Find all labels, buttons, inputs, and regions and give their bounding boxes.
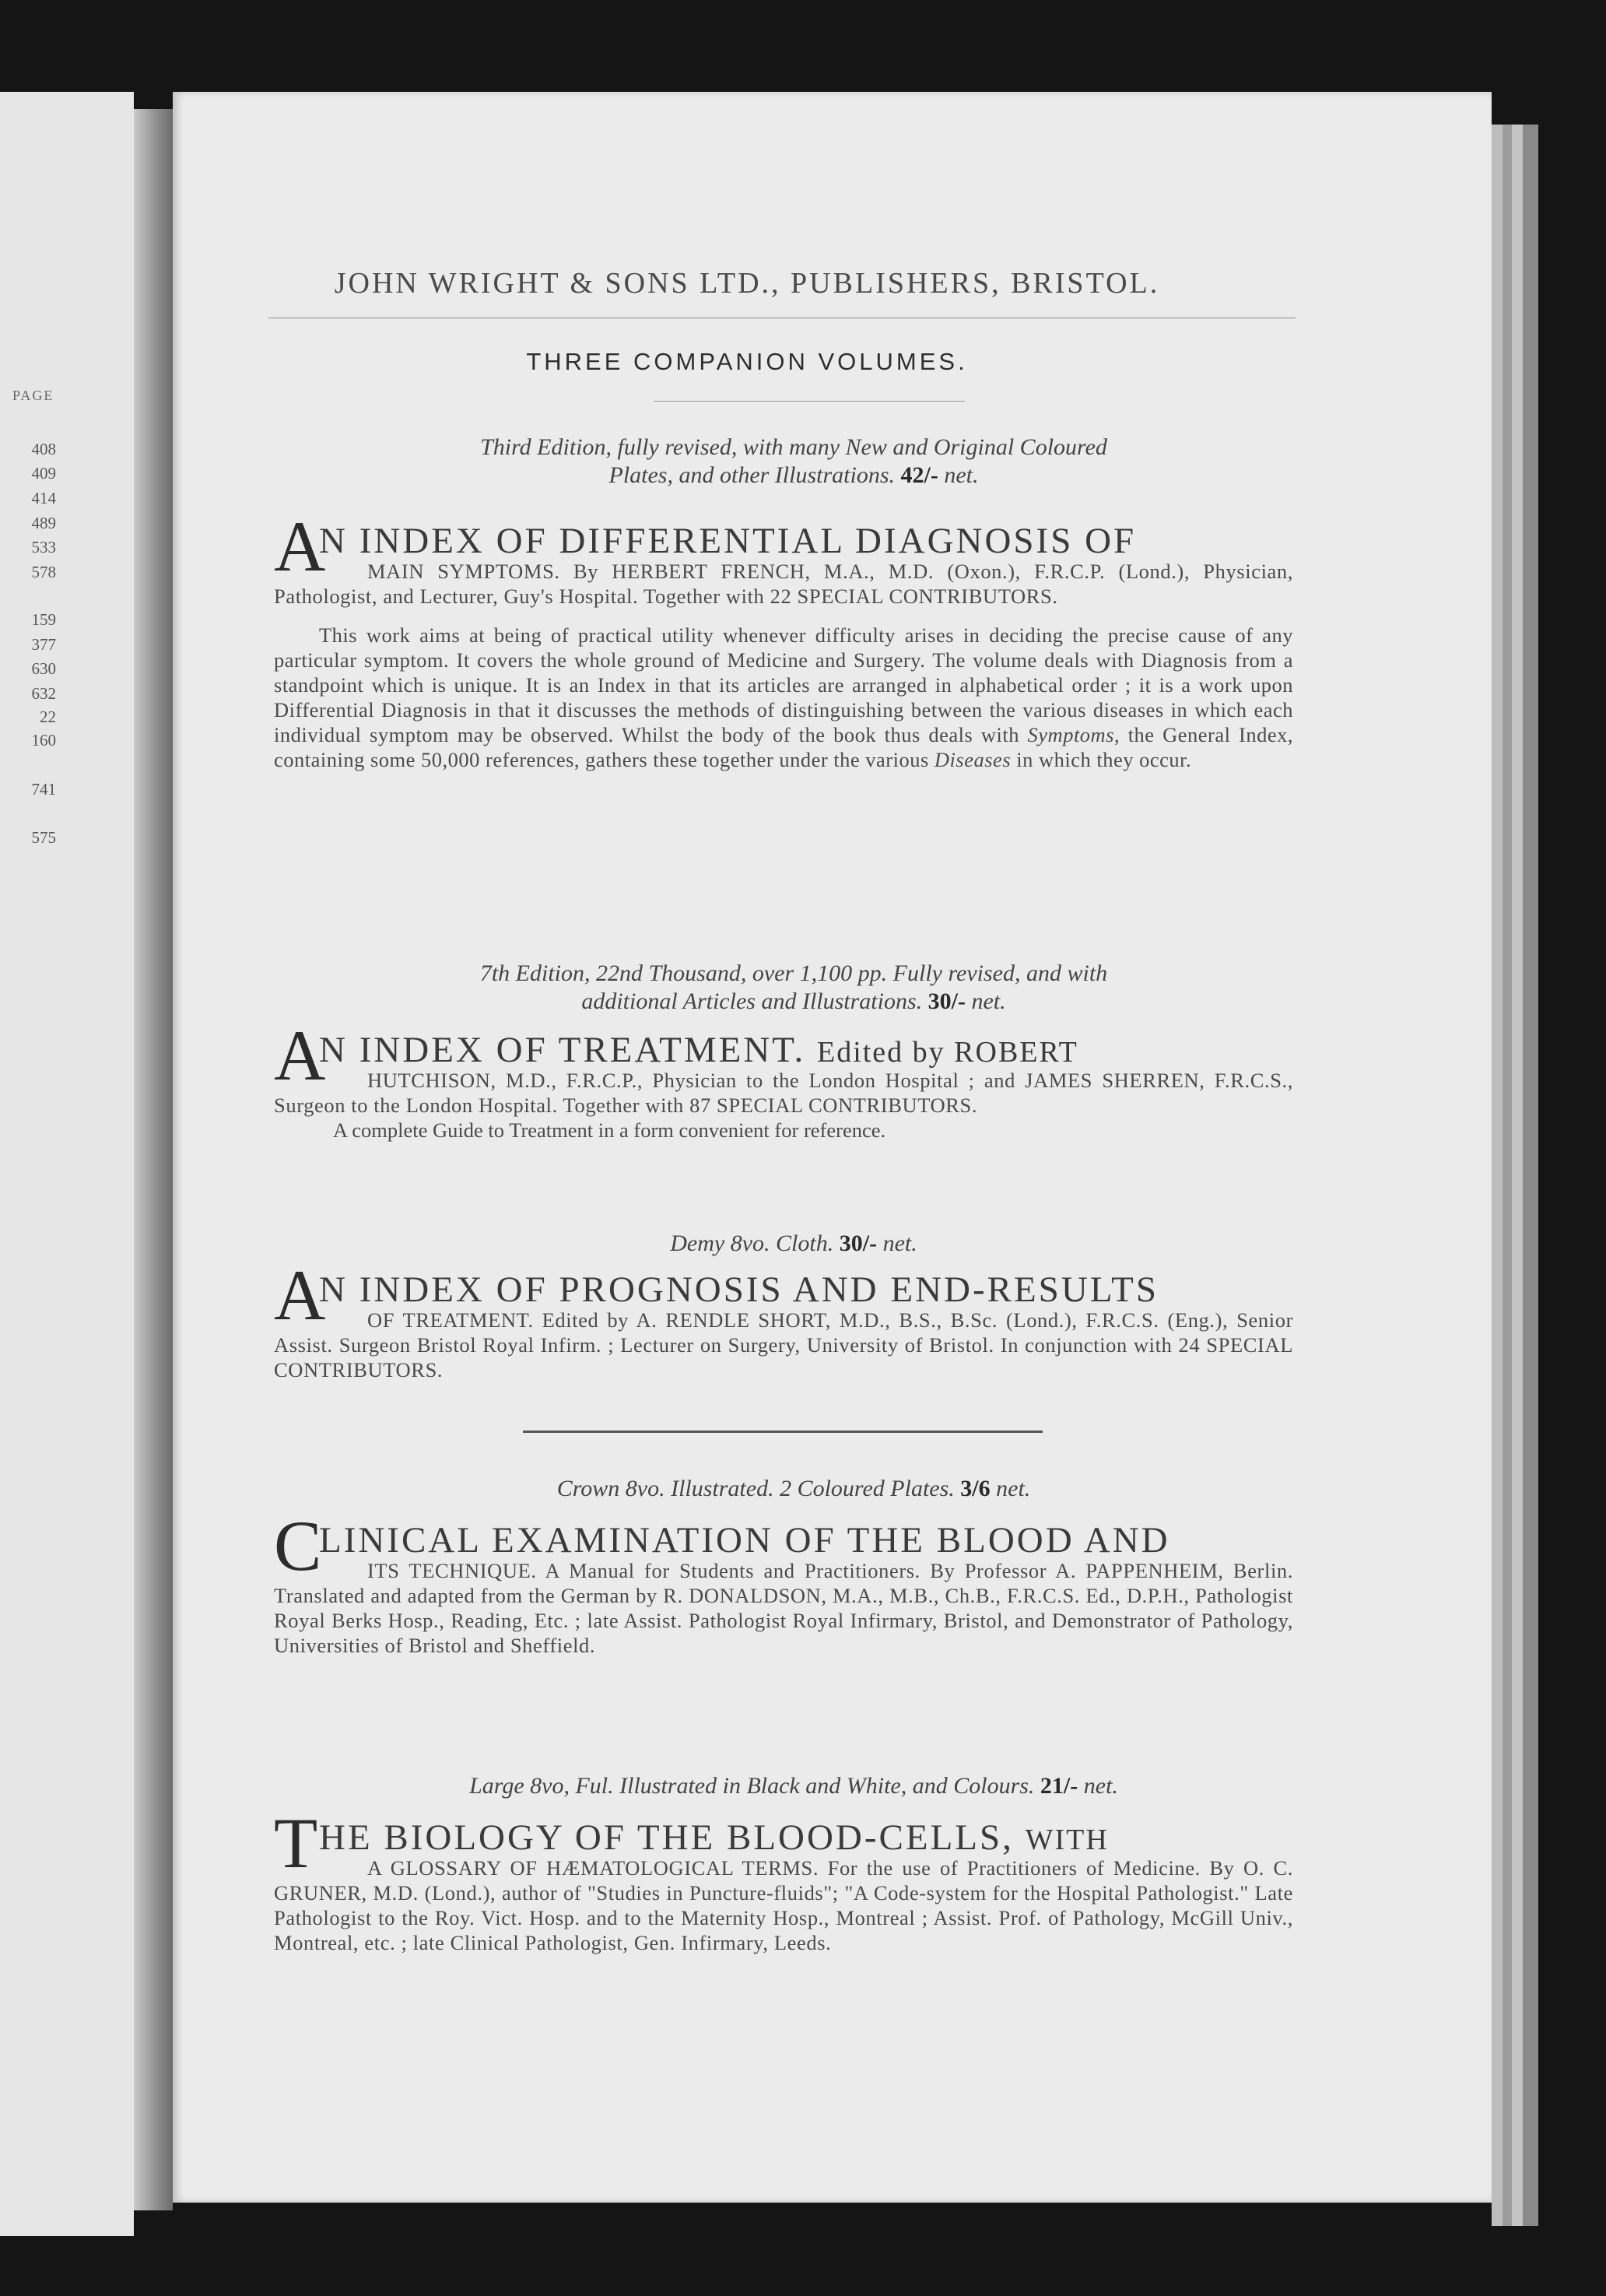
page-number: 489 xyxy=(31,514,56,532)
price-suffix: net. xyxy=(944,462,979,488)
drop-cap: A xyxy=(274,507,326,586)
byline-text: MAIN SYMPTOMS. By HERBERT FRENCH, M.A., M.D. (Oxon.), F.R.C.P. (Lond.), Physician, Pathologist, and Lecturer, Guy's Hospital. Together with 22 SPECIAL CONTRIBUTORS. xyxy=(274,560,1293,608)
page-number: 160 xyxy=(31,731,56,750)
byline-text: ITS TECHNIQUE. A Manual for Students and Practitioners. By Professor A. PAPPENHEIM, Berlin. Translated and adapted from the German by R. DONALDSON, M.A., M.B., Ch.B., F.R.C.S. Ed., D.P.H., Pathologist Royal Berks Hosp., Reading, Etc. ; late Assist. Pathologist Royal Infirmary, Bristol, and Demonstrator of Pathology, Universities of Bristol and Sheffield. xyxy=(274,1559,1293,1657)
description-text: This work aims at being of practical utility whenever difficulty arises in deciding the precise cause of any particular symptom. It covers the whole ground of Medicine and Surgery. The volume deals with Diagnosis from a standpoint which is unique. It is an Index in that its articles are arranged in alphabetical order ; it is a work upon Differential Diagnosis in that it discusses the methods of distinguishing between the various diseases in which each individual symptom may be observed. Whilst the body of the book thus deals with xyxy=(274,623,1293,746)
edition-line: 7th Edition, 22nd Thousand, over 1,100 pp. Fully revised, and with xyxy=(479,960,1108,986)
edition-note xyxy=(288,434,1299,490)
book-title xyxy=(274,1255,1293,1335)
book-gutter xyxy=(134,109,173,2210)
price-suffix: net. xyxy=(882,1231,917,1256)
edition-line xyxy=(288,462,1299,490)
byline xyxy=(274,559,1293,609)
price: 3/6 xyxy=(960,1476,991,1501)
drop-cap: A xyxy=(274,1255,326,1335)
page-number: 159 xyxy=(31,610,56,629)
page-number: 630 xyxy=(31,659,56,678)
edition-line-text: Demy 8vo. Cloth. xyxy=(670,1231,834,1256)
page-number: 414 xyxy=(31,489,56,507)
page-number: 409 xyxy=(31,464,56,483)
edition-line-text: Large 8vo, Ful. Illustrated in Black and White, and Colours. xyxy=(469,1773,1035,1799)
book-entry xyxy=(274,1255,1293,1382)
price-suffix: net. xyxy=(1083,1773,1118,1799)
description-text: , the General Index, containing some 50,000 references, gathers these together under the various xyxy=(274,723,1294,771)
edition-note xyxy=(288,1772,1299,1800)
page-label: PAGE xyxy=(12,388,54,403)
title-main: N INDEX OF TREATMENT. xyxy=(319,1030,806,1070)
left-facing-page xyxy=(0,92,134,2236)
edition-line xyxy=(288,1475,1299,1503)
title-text: N INDEX OF DIFFERENTIAL DIAGNOSIS OF xyxy=(319,521,1137,561)
drop-cap: T xyxy=(274,1803,318,1883)
heading-rule xyxy=(654,401,965,402)
page-edge xyxy=(1492,125,1503,2226)
title-text xyxy=(319,1029,1293,1071)
page-number: 533 xyxy=(31,538,56,556)
price: 42/- xyxy=(900,462,938,488)
byline-text: A GLOSSARY OF HÆMATOLOGICAL TERMS. For the use of Practitioners of Medicine. By O. C. GRUNER, M.D. (Lond.), author of "Studies in Puncture-fluids"; "A Code-system for the Hospital Pathologist." Late Pathologist to the Roy. Vict. Hosp. and to the Maternity Hosp., Montreal ; Assist. Prof. of Pathology, McGill Univ., Montreal, etc. ; late Clinical Pathologist, Gen. Infirmary, Leeds. xyxy=(274,1856,1293,1954)
price: 21/- xyxy=(1040,1773,1078,1799)
description-text: in which they occur. xyxy=(1011,748,1192,771)
edition-line-text: Crown 8vo. Illustrated. 2 Coloured Plates. xyxy=(556,1476,955,1501)
byline xyxy=(274,1558,1293,1658)
page-number: 741 xyxy=(31,780,56,799)
book-entry xyxy=(274,1803,1293,1955)
description xyxy=(274,623,1293,772)
page-number: 575 xyxy=(31,828,56,847)
page-number: 578 xyxy=(31,563,56,581)
byline xyxy=(274,1855,1293,1955)
description-emphasis: Diseases xyxy=(934,748,1012,771)
edition-line xyxy=(288,1230,1299,1258)
page-edge xyxy=(1512,125,1523,2226)
byline xyxy=(274,1068,1293,1118)
edition-note xyxy=(288,1230,1299,1258)
page-number: 22 xyxy=(40,707,56,726)
page-number: 408 xyxy=(31,440,56,458)
page-edge xyxy=(1523,125,1538,2226)
book-title xyxy=(274,1506,1293,1585)
book-title xyxy=(274,1803,1293,1883)
section-heading: THREE COMPANION VOLUMES. xyxy=(526,348,968,375)
price-suffix: net. xyxy=(996,1476,1031,1501)
book-entry xyxy=(274,1506,1293,1658)
book-entry xyxy=(274,507,1294,772)
title-tail: WITH xyxy=(1025,1824,1109,1856)
drop-cap: A xyxy=(274,1016,326,1095)
edition-line xyxy=(288,988,1299,1016)
drop-cap: C xyxy=(274,1506,322,1585)
byline-text: OF TREATMENT. Edited by A. RENDLE SHORT, M.D., B.S., B.Sc. (Lond.), F.R.C.S. (Eng.), Senior Assist. Surgeon Bristol Royal Infirm. ; Lecturer on Surgery, University of Bristol. In conjunction with 24 SPECIAL CONTRIBUTORS. xyxy=(274,1308,1293,1381)
page-number: 377 xyxy=(31,635,56,654)
page-edge xyxy=(1503,125,1512,2226)
title-text xyxy=(319,1817,1293,1859)
title-text: N INDEX OF PROGNOSIS AND END-RESULTS xyxy=(319,1269,1159,1310)
book-entry xyxy=(274,1016,1293,1143)
publisher-header: JOHN WRIGHT & SONS LTD., PUBLISHERS, BRISTOL. xyxy=(334,267,1160,300)
price: 30/- xyxy=(927,988,966,1014)
section-divider xyxy=(523,1431,1043,1433)
byline xyxy=(274,1308,1293,1382)
description-emphasis: Symptoms xyxy=(1027,723,1115,746)
edition-note xyxy=(288,1475,1299,1503)
title-text: LINICAL EXAMINATION OF THE BLOOD AND xyxy=(319,1520,1170,1561)
edition-line-text: Plates, and other Illustrations. xyxy=(608,462,895,488)
price: 30/- xyxy=(839,1231,878,1256)
title-tail: Edited by ROBERT xyxy=(816,1036,1078,1069)
page-number: 632 xyxy=(31,684,56,703)
edition-line-text: additional Articles and Illustrations. xyxy=(581,988,923,1014)
byline-text: HUTCHISON, M.D., F.R.C.P., Physician to the London Hospital ; and JAMES SHERREN, F.R.C.S., Surgeon to the London Hospital. Together with 87 SPECIAL CONTRIBUTORS. xyxy=(274,1069,1293,1117)
edition-line xyxy=(288,1772,1299,1800)
edition-line: Third Edition, fully revised, with many New and Original Coloured xyxy=(480,434,1107,460)
title-main: HE BIOLOGY OF THE BLOOD-CELLS, xyxy=(319,1817,1014,1858)
tagline: A complete Guide to Treatment in a form convenient for reference. xyxy=(333,1118,886,1142)
price-suffix: net. xyxy=(971,988,1006,1014)
edition-note xyxy=(288,960,1299,1016)
